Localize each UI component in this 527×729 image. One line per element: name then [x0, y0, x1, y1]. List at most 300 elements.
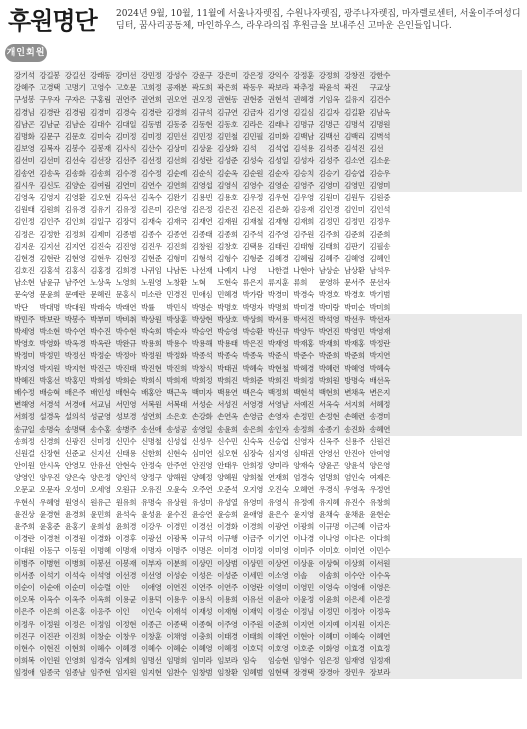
donor-name: 이성순: [166, 570, 187, 580]
donor-name: 박준희: [318, 351, 340, 361]
donor-name: 서지희: [344, 400, 365, 410]
donor-name: 김준희: [344, 229, 365, 239]
donor-name: 이정님: [293, 607, 314, 617]
donor-name: 손연옥: [217, 412, 238, 422]
donor-name: 오주연: [191, 485, 213, 495]
donor-name: 구교상: [369, 83, 390, 93]
donor-name: 남상순: [318, 266, 340, 276]
donor-name: 박서진: [293, 314, 314, 324]
donor-name: 박래연: [115, 302, 137, 312]
donor-name: 김재연: [191, 217, 213, 227]
donor-name: 손정민: [293, 412, 314, 422]
donor-name: 박상훈: [166, 314, 187, 324]
donor-name: 양은정: [90, 473, 111, 483]
donor-name: 김연희: [166, 180, 187, 190]
donor-name: 김명화: [14, 132, 35, 142]
donor-name: 이은주: [14, 607, 35, 617]
donor-row: [14, 302, 522, 314]
donor-name: 윤수진: [166, 509, 187, 519]
donor-name: 이경천: [39, 534, 60, 544]
donor-name: 양인석: [115, 473, 137, 483]
donor-name: 유영미: [242, 497, 264, 507]
donor-name: 김명석: [344, 119, 365, 129]
donor-name: 남윤규: [39, 278, 60, 288]
donor-name: 김재철: [242, 217, 264, 227]
donor-name: 이효정: [369, 643, 390, 653]
donor-name: 양윤곤: [318, 461, 340, 471]
donor-name: 곽진: [344, 83, 358, 93]
donor-name: 양우진: [39, 473, 60, 483]
donor-row: [14, 375, 522, 387]
donor-name: 백미자: [191, 387, 213, 397]
donor-name: 박정화: [166, 351, 187, 361]
donor-name: 임지원: [115, 668, 137, 678]
donor-name: 김주원: [293, 229, 314, 239]
donor-name: 이근혜: [344, 522, 365, 532]
donor-name: 이병희: [64, 558, 86, 568]
donor-row: [14, 228, 522, 240]
donor-name: 강정희: [318, 71, 340, 81]
donor-name: 박경호: [344, 290, 365, 300]
donor-name: 김진희: [166, 241, 187, 251]
donor-name: 김미숙: [90, 132, 111, 142]
donor-name: 김연미: [115, 180, 137, 190]
donor-name: 엄명희: [318, 473, 340, 483]
donor-name: 박희식: [140, 375, 162, 385]
donor-name: 김순원: [242, 168, 264, 178]
donor-name: 서복원: [140, 400, 162, 410]
donor-row: [14, 399, 522, 411]
donor-name: 신옥주: [318, 436, 340, 446]
donor-name: 문예란: [64, 290, 86, 300]
donor-name: 김성일: [267, 156, 289, 166]
donor-name: 이정옥: [369, 607, 390, 617]
donor-name: 권오정: [191, 95, 213, 105]
donor-name: 이선영: [140, 570, 162, 580]
donor-name: 고경택: [39, 83, 60, 93]
donor-name: 이상민: [191, 558, 213, 568]
donor-name-grid: [14, 70, 522, 679]
donor-name: 양윤석: [344, 461, 365, 471]
donor-name: 박정민: [39, 351, 60, 361]
donor-name: 김은화: [267, 205, 289, 215]
donor-row: [14, 70, 522, 82]
donor-name: 김성숙: [242, 156, 264, 166]
donor-name: 김용호: [217, 192, 238, 202]
donor-name: 박선우: [344, 314, 365, 324]
donor-name: 길유지: [344, 95, 365, 105]
donor-name: 강기석: [14, 71, 35, 81]
donor-name: 김송화: [64, 168, 86, 178]
donor-name: 손영자: [267, 412, 289, 422]
donor-name: 장보라: [369, 668, 390, 678]
donor-name: 엄경숙: [293, 473, 314, 483]
donor-name: 박진태: [115, 363, 137, 373]
donor-name: 김원중: [369, 192, 390, 202]
donor-name: 이봉재: [115, 558, 137, 568]
donor-name: 심태권: [293, 448, 314, 458]
donor-name: 오준석: [217, 485, 238, 495]
donor-name: 김여림: [90, 180, 111, 190]
donor-name: 박재홍: [293, 339, 314, 349]
donor-name: 신태용: [115, 448, 137, 458]
donor-name: 이응주: [90, 607, 111, 617]
donor-name: 이주영: [217, 619, 238, 629]
donor-name: 김태형: [293, 241, 314, 251]
donor-name: 유성열: [217, 497, 238, 507]
donor-name: 이민수: [369, 546, 390, 556]
donor-name: 이혜정: [217, 643, 238, 653]
donor-name: 박단: [14, 302, 28, 312]
donor-name: 강한수: [369, 71, 390, 81]
donor-name: 임창범: [191, 668, 213, 678]
donor-name: 배은주: [64, 387, 86, 397]
donor-name: 김미정: [115, 132, 137, 142]
donor-name: 이광연: [267, 522, 289, 532]
donor-name: 김승엽: [344, 168, 365, 178]
donor-name: 김동중: [166, 119, 187, 129]
donor-name: 신준교: [64, 448, 86, 458]
donor-name: 김민선: [166, 132, 187, 142]
donor-name: 이정현: [115, 619, 137, 629]
donor-name: 김백리: [344, 132, 365, 142]
donor-name: 윤석숙: [115, 509, 137, 519]
donor-name: 윤채윤: [344, 509, 365, 519]
donor-name: 이경후: [115, 534, 137, 544]
donor-name: 김경희: [166, 107, 187, 117]
donor-name: 이용균: [115, 595, 137, 605]
donor-name: 이수옥: [369, 570, 390, 580]
donor-name: 박양두: [293, 327, 314, 337]
donor-name: 박진희: [166, 363, 187, 373]
donor-name: 이창훈: [140, 631, 162, 641]
donor-name: 이호준: [293, 643, 314, 653]
donor-name: 박혜영: [344, 363, 365, 373]
donor-name: 이광복: [166, 534, 187, 544]
donor-name: 박부미: [90, 314, 111, 324]
donor-name: 서경애: [64, 400, 86, 410]
donor-name: 구자은: [64, 95, 86, 105]
donor-name: 임종남: [64, 668, 86, 678]
donor-name: 박승연: [191, 327, 213, 337]
donor-name: 오지영: [242, 485, 264, 495]
donor-name: 배홍안: [140, 387, 162, 397]
donor-name: 안영모: [64, 461, 86, 471]
donor-name: 김성자: [293, 156, 314, 166]
donor-name: 문영하: [318, 278, 340, 288]
donor-name: 문선자: [369, 278, 390, 288]
donor-name: 김우현: [267, 192, 289, 202]
donor-name: 오혜연: [293, 485, 314, 495]
donor-name: 신민수: [115, 436, 137, 446]
donor-name: 박용수: [166, 339, 187, 349]
donor-name: 송인자: [267, 424, 289, 434]
section-badge-individual-members: 개인회원: [5, 44, 47, 62]
donor-name: 임보라: [217, 656, 238, 666]
donor-name: 서예진: [293, 400, 314, 410]
donor-name: 김영미: [369, 180, 390, 190]
donor-name: 임경숙: [90, 656, 111, 666]
donor-name: 나예지: [217, 266, 238, 276]
donor-name: 양해원: [166, 473, 187, 483]
donor-name: 안진아: [344, 448, 365, 458]
donor-name: 양희철: [242, 473, 264, 483]
donor-name: 배현숙: [115, 387, 137, 397]
donor-name: 김인희: [64, 217, 86, 227]
donor-row: [14, 131, 522, 143]
donor-name: 김옥수: [140, 192, 162, 202]
donor-name: 이승렬: [90, 582, 111, 592]
donor-name: 임지현: [140, 668, 162, 678]
donor-name: 박지연: [369, 351, 390, 361]
donor-name: 김재희: [293, 217, 314, 227]
donor-row: [14, 241, 522, 253]
donor-name: 박희준: [242, 375, 264, 385]
donor-name: 김석종: [318, 144, 340, 154]
donor-name: 고영수: [90, 83, 111, 93]
donor-name: 임은정: [318, 656, 340, 666]
donor-name: 신원걸: [14, 448, 35, 458]
donor-name: 박상원: [140, 314, 162, 324]
donor-name: 김은미: [140, 205, 162, 215]
donor-name: 이창순: [90, 631, 111, 641]
donor-name: 곽도희: [191, 83, 213, 93]
donor-name: 양은영: [369, 461, 390, 471]
donor-name: 이미정: [242, 546, 264, 556]
donor-name: 김용빈: [191, 192, 213, 202]
donor-name: 김형석: [191, 253, 213, 263]
donor-name: 고호문: [115, 83, 137, 93]
donor-name: 이금주: [242, 534, 264, 544]
donor-name: 이채영: [166, 631, 187, 641]
donor-name: 원유근: [90, 497, 111, 507]
donor-name: 임정애: [14, 668, 35, 678]
donor-row: [14, 582, 522, 594]
donor-name: 이동구: [39, 546, 60, 556]
donor-name: 임찬수: [166, 668, 187, 678]
donor-name: 이연주: [217, 582, 238, 592]
donor-name: 김정희: [64, 229, 86, 239]
donor-name: 박현철: [267, 363, 289, 373]
donor-name: 이지예: [318, 619, 340, 629]
donor-name: 박태권: [217, 363, 238, 373]
donor-name: 박수진: [90, 327, 111, 337]
donor-name: 안여영: [369, 448, 390, 458]
donor-name: 신영자: [293, 436, 314, 446]
donor-name: 박소현: [39, 327, 60, 337]
donor-name: 박수연: [64, 327, 86, 337]
donor-name: 김석용: [293, 144, 314, 154]
donor-name: 이호덕: [242, 643, 264, 653]
donor-name: 안태우: [217, 461, 238, 471]
donor-row: [14, 545, 522, 557]
donor-name: 김영미: [318, 180, 340, 190]
donor-name: 이봉선: [90, 558, 111, 568]
donor-name: 강익수: [267, 71, 289, 81]
donor-name: 이상범: [217, 558, 238, 568]
donor-name: 김건수: [369, 95, 390, 105]
donor-name: 이혜수: [90, 643, 111, 653]
donor-name: 김형수: [217, 253, 238, 263]
donor-row: [14, 460, 522, 472]
donor-name: 임재영: [344, 656, 365, 666]
donor-row: [14, 94, 522, 106]
donor-name: 박정원: [140, 351, 162, 361]
donor-row: [14, 168, 522, 180]
donor-name: 우정연: [369, 485, 390, 495]
donor-name: 김길환: [344, 107, 365, 117]
donor-name: 김선장: [90, 156, 111, 166]
donor-name: 손강화: [191, 412, 213, 422]
donor-name: 이은세: [344, 595, 365, 605]
donor-name: 이진관: [39, 631, 60, 641]
donor-name: 김영민: [344, 180, 365, 190]
donor-name: 강은정: [242, 71, 264, 81]
donor-name: 이지은: [369, 619, 390, 629]
donor-name: 양영인: [14, 473, 35, 483]
donor-name: 김성주: [318, 156, 340, 166]
donor-name: 박대명: [39, 302, 60, 312]
donor-name: 김현정: [115, 253, 137, 263]
donor-name: 소은호: [166, 412, 187, 422]
donor-row: [14, 192, 522, 204]
donor-name: 양혜원: [217, 473, 238, 483]
donor-name: 송은희: [242, 424, 264, 434]
donor-name: 민혜경: [217, 290, 238, 300]
donor-name: 문윤희: [39, 290, 60, 300]
donor-name: 김봉수: [64, 144, 86, 154]
donor-name: 이경선: [191, 522, 213, 532]
donor-name: 김봉재: [90, 144, 111, 154]
donor-name: 이애영: [140, 582, 162, 592]
donor-name: 김소운: [369, 156, 390, 166]
donor-name: 이경민: [166, 522, 187, 532]
donor-name: 유진수: [344, 497, 365, 507]
donor-name: 김은진: [217, 205, 238, 215]
donor-name: 서교님: [90, 400, 111, 410]
donor-name: 김제미: [90, 229, 111, 239]
donor-name: 이재형: [217, 607, 238, 617]
donor-name: 강혜주: [14, 83, 35, 93]
donor-row: [14, 253, 522, 265]
donor-name: 김경숙: [115, 107, 137, 117]
donor-row: [14, 533, 522, 545]
donor-name: 이미영: [267, 546, 289, 556]
donor-name: 이효경: [344, 643, 365, 653]
donor-row: [14, 521, 522, 533]
donor-name: 권연주: [115, 95, 137, 105]
donor-name: 김창원: [191, 241, 213, 251]
donor-name: 김백남: [293, 132, 314, 142]
donor-name: 유명숙: [140, 497, 162, 507]
donor-name: 윤현순: [369, 509, 390, 519]
donor-name: 이유선: [242, 595, 264, 605]
donor-name: 김규석: [191, 107, 213, 117]
donor-name: 이용희: [217, 595, 238, 605]
donor-name: 김미정: [140, 132, 162, 142]
donor-name: 배인성: [90, 387, 111, 397]
donor-name: 이지연: [293, 619, 314, 629]
donor-name: 이은홍: [64, 607, 86, 617]
donor-name: 이나경: [293, 534, 314, 544]
donor-name: 이석숙: [64, 570, 86, 580]
donor-name: 박용희: [140, 339, 162, 349]
donor-name: 송희정: [14, 436, 35, 446]
donor-name: 임명선: [140, 656, 162, 666]
donor-name: 이종택: [166, 619, 187, 629]
donor-name: 이인: [115, 607, 130, 617]
donor-name: 김래나: [267, 119, 289, 129]
donor-name: 이윤아: [267, 595, 289, 605]
donor-name: 이재성: [191, 607, 213, 617]
donor-row: [14, 143, 522, 155]
donor-name: 송명숙: [39, 424, 60, 434]
donor-name: 이재익: [242, 607, 264, 617]
donor-name: 공재분: [166, 83, 187, 93]
donor-name: 노상옥: [90, 278, 111, 288]
donor-name: 김선: [369, 144, 384, 154]
donor-name: 문혜린: [90, 290, 111, 300]
donor-name: 김홍석: [39, 266, 60, 276]
donor-name: 송병주: [115, 424, 137, 434]
donor-name: 나현아: [293, 266, 314, 276]
donor-name: 신지선: [90, 448, 111, 458]
donor-name: 손혜련: [344, 412, 365, 422]
donor-name: 김종수: [140, 229, 162, 239]
donor-name: 서성진: [217, 400, 238, 410]
donor-name: 김성란: [191, 156, 213, 166]
donor-name: 김보영: [14, 144, 35, 154]
donor-name: 심미연: [191, 448, 213, 458]
donor-name: 백현석: [293, 387, 314, 397]
donor-name: 박옥란: [90, 339, 111, 349]
donor-name: 양미라: [267, 461, 289, 471]
donor-name: 김옥선: [115, 192, 137, 202]
donor-name: 이상희: [344, 558, 365, 568]
donor-name: 김민철: [217, 132, 238, 142]
donor-name: 윤진상: [14, 509, 35, 519]
donor-name: 이혜경: [115, 643, 137, 653]
donor-name: 이나영: [318, 534, 340, 544]
donor-name: 박연진: [318, 327, 340, 337]
donor-name: 안주연: [166, 461, 187, 471]
donor-name: 김정민: [344, 217, 365, 227]
donor-name: 백근옥: [166, 387, 187, 397]
donor-name: 김종연: [166, 229, 187, 239]
donor-name: 김수정: [140, 168, 162, 178]
donor-name: 김남균: [39, 119, 60, 129]
donor-name: 김장덕: [115, 217, 137, 227]
donor-name: 서영경: [242, 400, 264, 410]
donor-name: 김원태: [14, 205, 35, 215]
donor-name: 김재국: [166, 217, 187, 227]
donor-name: 오문자: [39, 485, 60, 495]
donor-name: 이희복: [14, 656, 35, 666]
donor-name: 김종희: [217, 229, 238, 239]
donor-row: [14, 436, 522, 448]
donor-name: 장민우: [344, 668, 365, 678]
donor-name: 김혜인: [369, 253, 390, 263]
donor-name: 박신규: [267, 327, 289, 337]
donor-name: 이윤정: [293, 595, 314, 605]
donor-name: 김시우: [14, 180, 35, 190]
donor-name: 서혜정: [369, 400, 390, 410]
donor-name: 우영옥: [344, 485, 365, 495]
donor-name: 김선미: [39, 156, 60, 166]
donor-name: 나영: [242, 266, 257, 276]
donor-name: 이상민: [242, 558, 264, 568]
donor-name: 이해연: [267, 631, 289, 641]
